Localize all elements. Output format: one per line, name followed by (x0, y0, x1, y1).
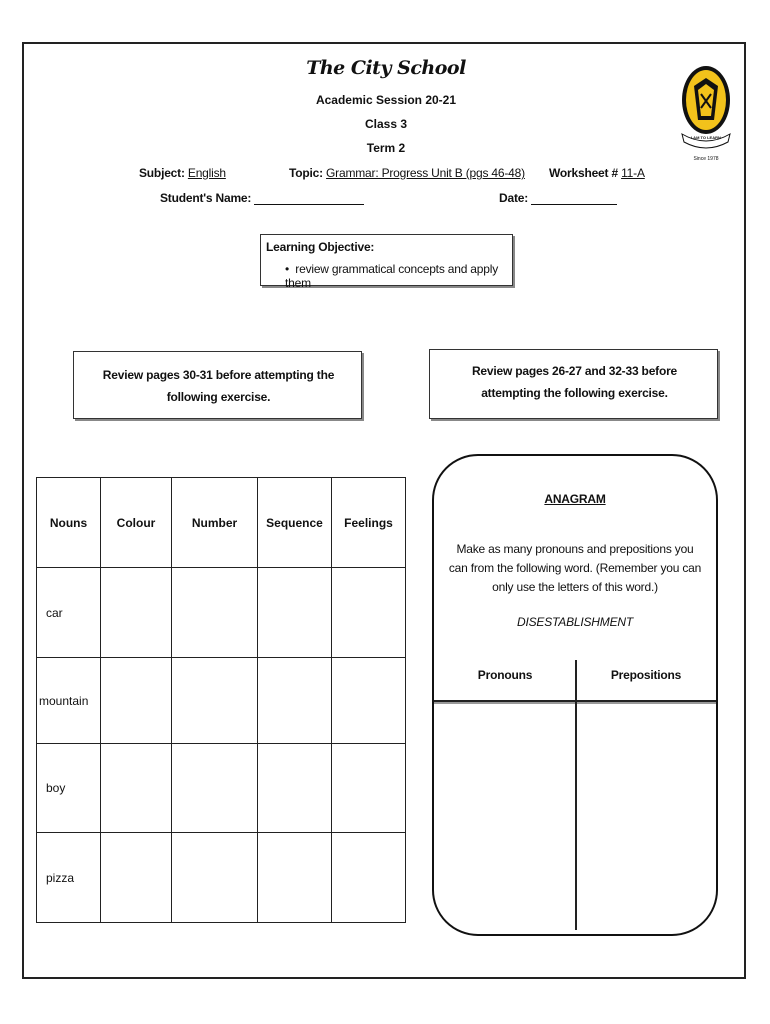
answer-cell[interactable] (258, 568, 332, 658)
answer-cell[interactable] (258, 744, 332, 833)
bullet-icon: • (285, 262, 290, 276)
row-label: car (37, 568, 101, 658)
learning-objective-box (260, 234, 513, 290)
date-line (499, 191, 617, 205)
pronouns-answer-area[interactable] (438, 706, 572, 926)
row-label: mountain (37, 658, 101, 744)
answer-cell[interactable] (258, 833, 332, 923)
learning-objective-item (285, 262, 512, 290)
answer-cell[interactable] (332, 833, 406, 923)
row-label: pizza (37, 833, 101, 923)
table-row (37, 658, 406, 744)
subject-label: Subject: (139, 166, 185, 180)
topic-value: Grammar: Progress Unit B (pgs 46-48) (326, 166, 525, 180)
answer-cell[interactable] (332, 568, 406, 658)
logo-motto: I AM TO LEARN (691, 135, 721, 140)
answer-cell[interactable] (101, 658, 172, 744)
anagram-title: ANAGRAM (544, 492, 606, 506)
row-label: boy (37, 744, 101, 833)
worksheet-page (22, 42, 746, 979)
header-feelings: Feelings (332, 478, 406, 568)
prepositions-answer-area[interactable] (580, 706, 712, 926)
header-sequence: Sequence (258, 478, 332, 568)
prepositions-header: Prepositions (610, 668, 682, 682)
anagram-panel (432, 454, 718, 936)
term-label: Term 2 (366, 141, 406, 155)
student-name-line (160, 191, 364, 205)
answer-cell[interactable] (172, 568, 258, 658)
worksheet-line (549, 166, 645, 180)
header-nouns: Nouns (37, 478, 101, 568)
table-row (37, 744, 406, 833)
date-field[interactable] (531, 192, 617, 205)
review-right-text: Review pages 26-27 and 32-33 before attempting the following exercise. (471, 364, 678, 400)
learning-objective-title: Learning Objective: (266, 240, 375, 254)
anagram-word: DISESTABLISHMENT (517, 615, 633, 629)
answer-cell[interactable] (172, 658, 258, 744)
school-logo (680, 56, 732, 168)
answer-cell[interactable] (101, 744, 172, 833)
anagram-instructions: Make as many pronouns and prepositions you can from the following word. (Remember you can only use the letters of this word.) (448, 542, 702, 594)
topic-label: Topic: (289, 166, 323, 180)
pronouns-header: Pronouns (477, 668, 533, 682)
worksheet-label: Worksheet # (549, 166, 618, 180)
answer-cell[interactable] (172, 833, 258, 923)
logo-since: Since 1978 (693, 156, 719, 162)
header-colour: Colour (101, 478, 172, 568)
table-row (37, 833, 406, 923)
nouns-table (36, 477, 406, 923)
student-name-label: Student's Name: (160, 191, 252, 205)
table-row (37, 568, 406, 658)
subject-line (139, 166, 226, 180)
answer-cell[interactable] (101, 568, 172, 658)
topic-line (289, 166, 525, 180)
answer-cell[interactable] (172, 744, 258, 833)
student-name-field[interactable] (254, 192, 364, 205)
school-name: The City School (306, 57, 466, 79)
class-label: Class 3 (364, 117, 408, 131)
answer-cell[interactable] (258, 658, 332, 744)
answer-cell[interactable] (332, 744, 406, 833)
review-box-left (73, 351, 362, 419)
learning-objective-text: review grammatical concepts and apply them (285, 262, 498, 290)
review-box-right (429, 349, 718, 419)
answer-cell[interactable] (332, 658, 406, 744)
review-left-text: Review pages 30-31 before attempting the following exercise. (102, 368, 335, 404)
header-number: Number (172, 478, 258, 568)
subject-value: English (187, 166, 226, 180)
worksheet-number: 11-A (621, 166, 645, 180)
answer-cell[interactable] (101, 833, 172, 923)
school-crest-icon (680, 56, 732, 168)
table-header-row (37, 478, 406, 568)
date-label: Date: (499, 191, 529, 205)
anagram-column-divider (575, 660, 577, 930)
academic-session: Academic Session 20-21 (315, 93, 457, 107)
